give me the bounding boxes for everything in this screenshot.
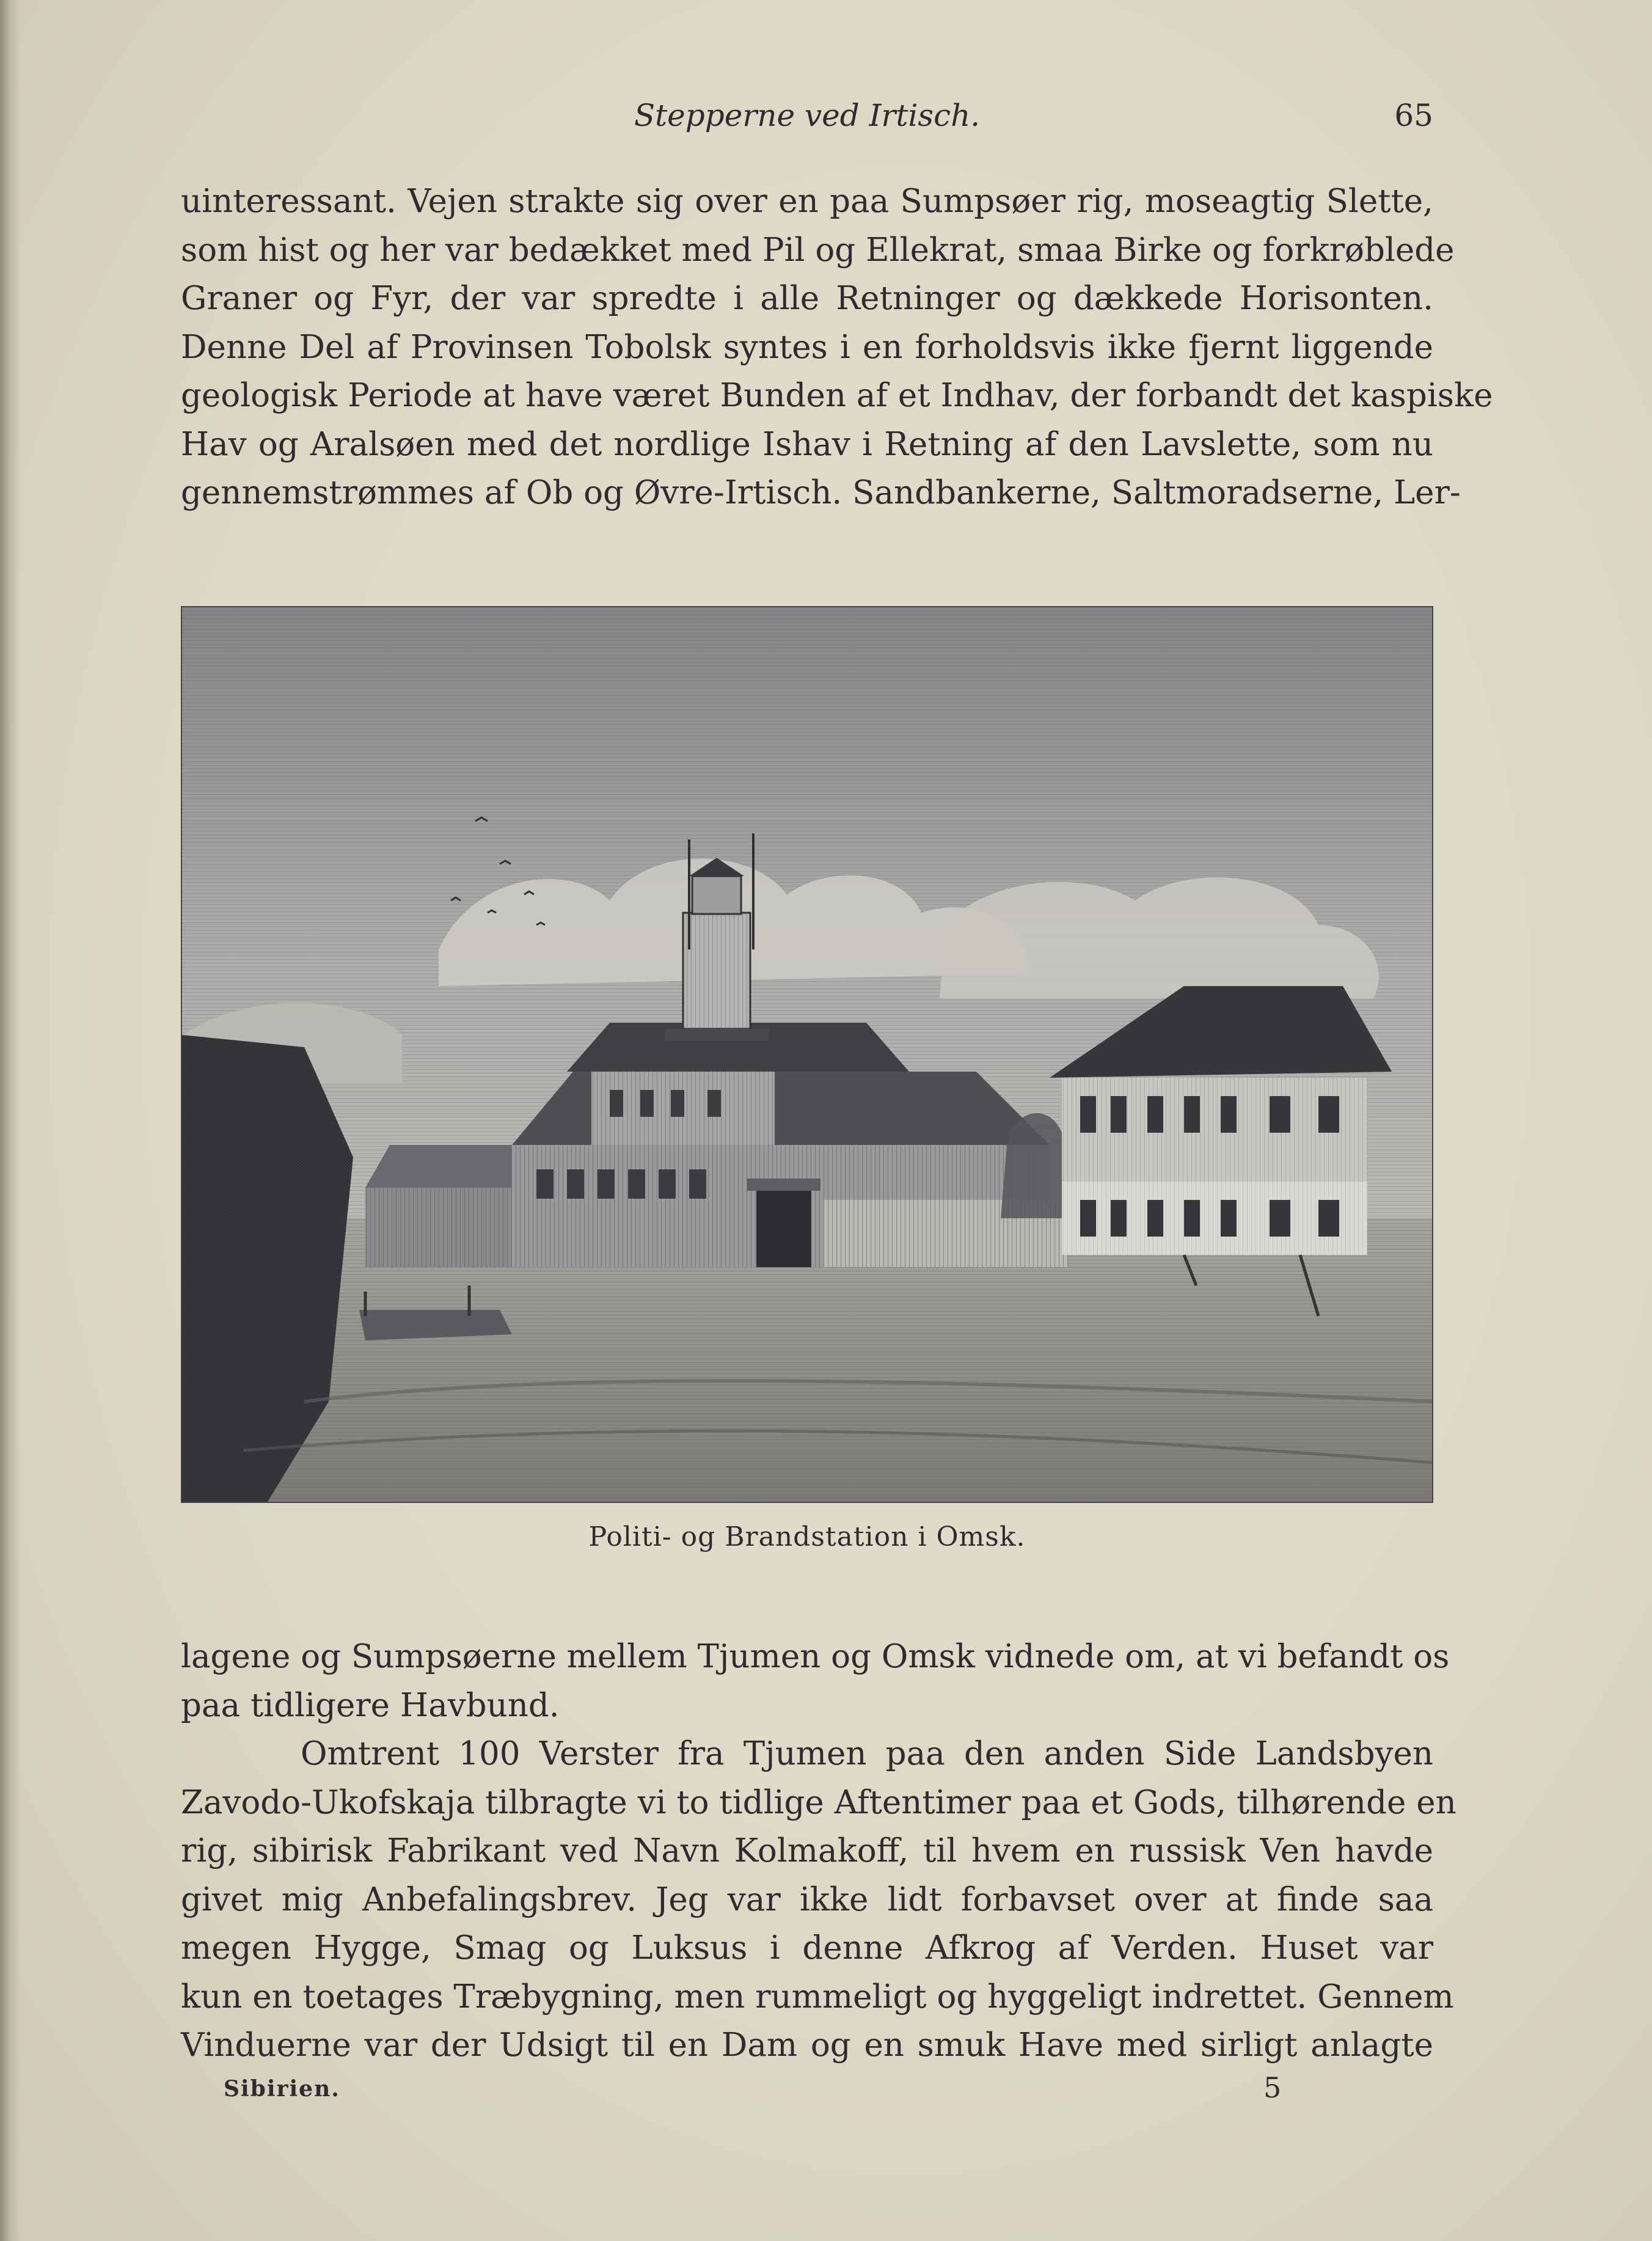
text-line: uinteressant. Vejen strakte sig over en paa Sumpsøer rig, moseagtig Slette, xyxy=(181,183,1433,220)
text-line: Zavodo-Ukofskaja tilbragte vi to tidlige Aftentimer paa et Gods, tilhørende en xyxy=(181,1783,1456,1821)
figure-caption: Politi- og Brandstation i Omsk. xyxy=(588,1521,1026,1552)
text-line: rig, sibirisk Fabrikant ved Navn Kolmakoff, til hvem en russisk Ven havde xyxy=(181,1832,1433,1870)
sheet-number: 5 xyxy=(1263,2071,1282,2104)
text-line: Hav og Aralsøen med det nordlige Ishav i Retning af den Lavslette, som nu xyxy=(181,425,1433,463)
text-line: Omtrent 100 Verster fra Tjumen paa den anden Side Landsbyen xyxy=(301,1735,1433,1772)
text-line: megen Hygge, Smag og Luksus i denne Afkrog af Verden. Huset var xyxy=(181,1929,1433,1967)
top-paragraph xyxy=(181,177,1493,517)
running-title: Stepperne ved Irtisch. xyxy=(634,98,981,133)
text-line: Vinduerne var der Udsigt til en Dam og en smuk Have med sirligt anlagte xyxy=(181,2027,1433,2064)
signature-mark: Sibirien. xyxy=(224,2076,340,2102)
text-line: kun en toetages Træbygning, men rummeligt og hyggeligt indrettet. Gennem xyxy=(181,1978,1454,2016)
running-head xyxy=(181,92,1433,141)
text-line: lagene og Sumpsøerne mellem Tjumen og Omsk vidnede om, at vi befandt os xyxy=(181,1638,1450,1675)
text-line: paa tidligere Havbund. xyxy=(181,1686,560,1724)
text-line: Denne Del af Provinsen Tobolsk syntes i en forholdsvis ikke fjernt liggende xyxy=(181,328,1433,366)
text-line: gennemstrømmes af Ob og Øvre-Irtisch. Sandbankerne, Saltmoradserne, Ler- xyxy=(181,474,1461,511)
text-line: som hist og her var bedækket med Pil og Ellekrat, smaa Birke og forkrøblede xyxy=(181,231,1455,269)
text-line: geologisk Periode at have været Bunden af et Indhav, der forbandt det kaspiske xyxy=(181,377,1493,414)
page-number: 65 xyxy=(1394,98,1433,133)
text-line: givet mig Anbefalingsbrev. Jeg var ikke lidt forbavset over at finde saa xyxy=(181,1881,1433,1918)
engraving-illustration xyxy=(181,606,1433,1503)
gutter-shadow xyxy=(0,0,21,2241)
bottom-text xyxy=(181,1632,1456,2070)
engraving-drawing xyxy=(182,607,1432,1502)
text-line: Graner og Fyr, der var spredte i alle Retninger og dækkede Horisonten. xyxy=(181,280,1433,317)
